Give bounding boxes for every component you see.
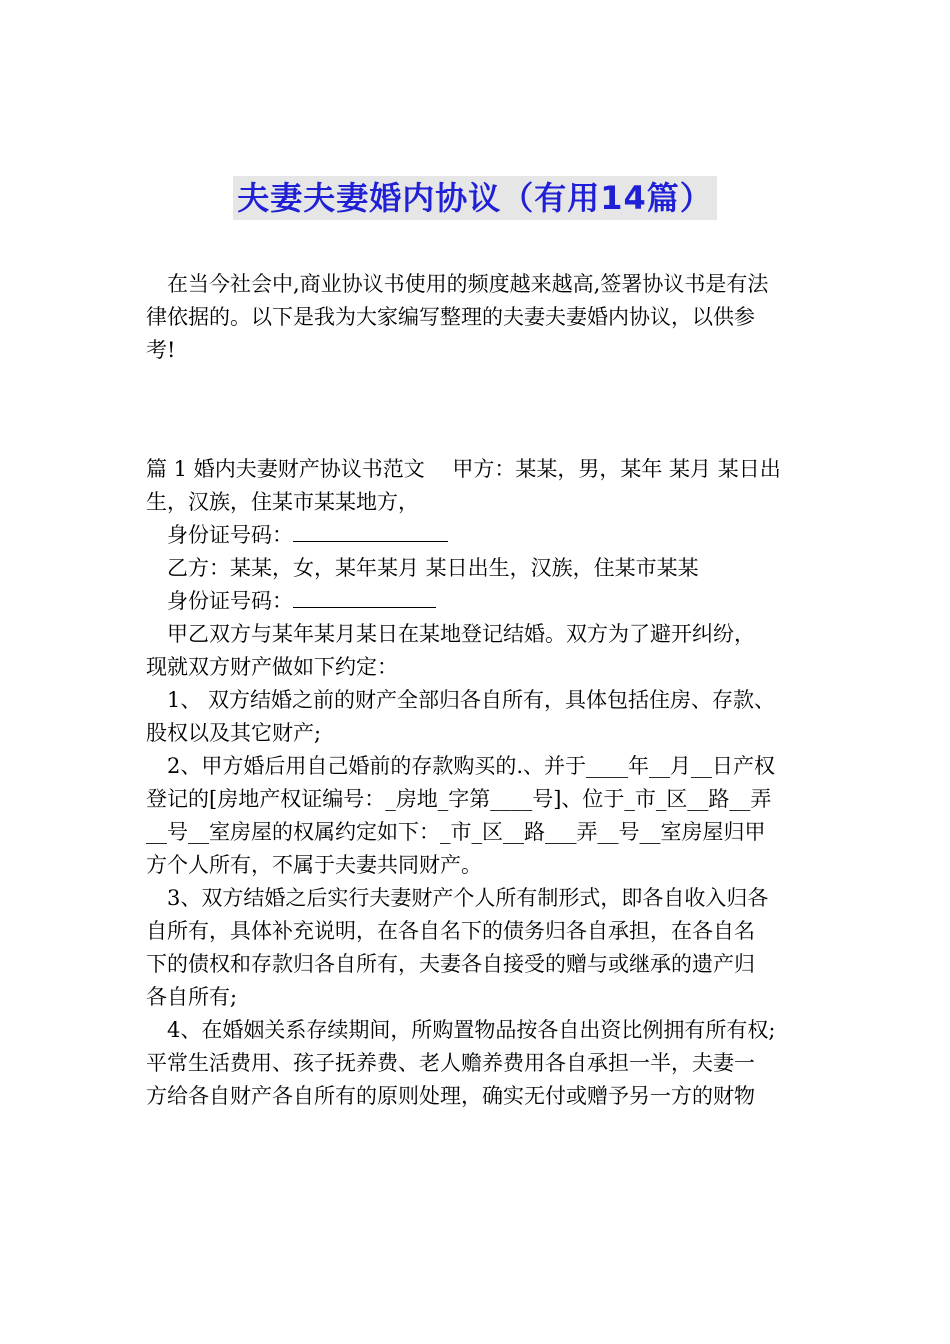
section-heading-line: 篇 1 婚内夫妻财产协议书范文 甲方：某某，男，某年 某月 某日出 — [146, 457, 781, 481]
clause-1-line: 1、 双方结婚之前的财产全部归各自所有，具体包括住房、存款、 — [167, 688, 776, 712]
clause-3-line: 下的债权和存款归各自所有，夫妻各自接受的赠与或继承的遗产归 — [146, 952, 755, 976]
para-line: 甲乙双方与某年某月某日在某地登记结婚。双方为了避开纠纷， — [167, 622, 755, 646]
clause-4-line: 4、在婚姻关系存续期间，所购置物品按各自出资比例拥有所有权; — [167, 1018, 776, 1042]
intro-line: 律依据的。以下是我为大家编写整理的夫妻夫妻婚内协议，以供参 — [146, 305, 755, 329]
clause-3-line: 自所有，具体补充说明，在各自名下的债务归各自承担，在各自名 — [146, 919, 755, 943]
section-heading-line: 生，汉族，住某市某某地方， — [146, 490, 419, 514]
intro-line: 考! — [146, 338, 176, 362]
id-blank — [293, 585, 436, 608]
clause-4-line: 方给各自财产各自所有的原则处理，确实无付或赠予另一方的财物 — [146, 1084, 755, 1108]
clause-2-line: __号__室房屋的权属约定如下：_市_区__路___弄__号__室房屋归甲 — [146, 820, 766, 844]
party-b-line: 乙方：某某，女，某年某月 某日出生，汉族，住某市某某 — [167, 556, 699, 580]
clause-4-line: 平常生活费用、孩子抚养费、老人赡养费用各自承担一半，夫妻一 — [146, 1051, 755, 1075]
clause-3-line: 各自所有; — [146, 985, 238, 1009]
para-line: 现就双方财产做如下约定： — [146, 655, 398, 679]
clause-2-line: 方个人所有，不属于夫妻共同财产。 — [146, 853, 482, 877]
id-label: 身份证号码： — [167, 589, 293, 613]
clause-2-line: 登记的[房地产权证编号：_房地_字第____号]、位于_市_区__路__弄 — [146, 787, 772, 811]
clause-3-line: 3、双方结婚之后实行夫妻财产个人所有制形式，即各自收入归各 — [167, 886, 769, 910]
intro-line: 在当今社会中,商业协议书使用的频度越来越高,签署协议书是有法 — [167, 272, 769, 296]
title-container — [0, 176, 950, 220]
party-b-id-line — [146, 585, 818, 618]
clause-1-line: 股权以及其它财产; — [146, 721, 322, 745]
id-blank — [293, 519, 448, 542]
id-label: 身份证号码： — [167, 523, 293, 547]
agreement-section — [146, 453, 818, 1113]
clause-2-line: 2、甲方婚后用自己婚前的存款购买的.、并于____年__月__日产权 — [167, 754, 776, 778]
party-a-id-line — [146, 519, 818, 552]
document-title: 夫妻夫妻婚内协议（有用14篇） — [233, 176, 717, 220]
intro-paragraph — [146, 268, 818, 367]
